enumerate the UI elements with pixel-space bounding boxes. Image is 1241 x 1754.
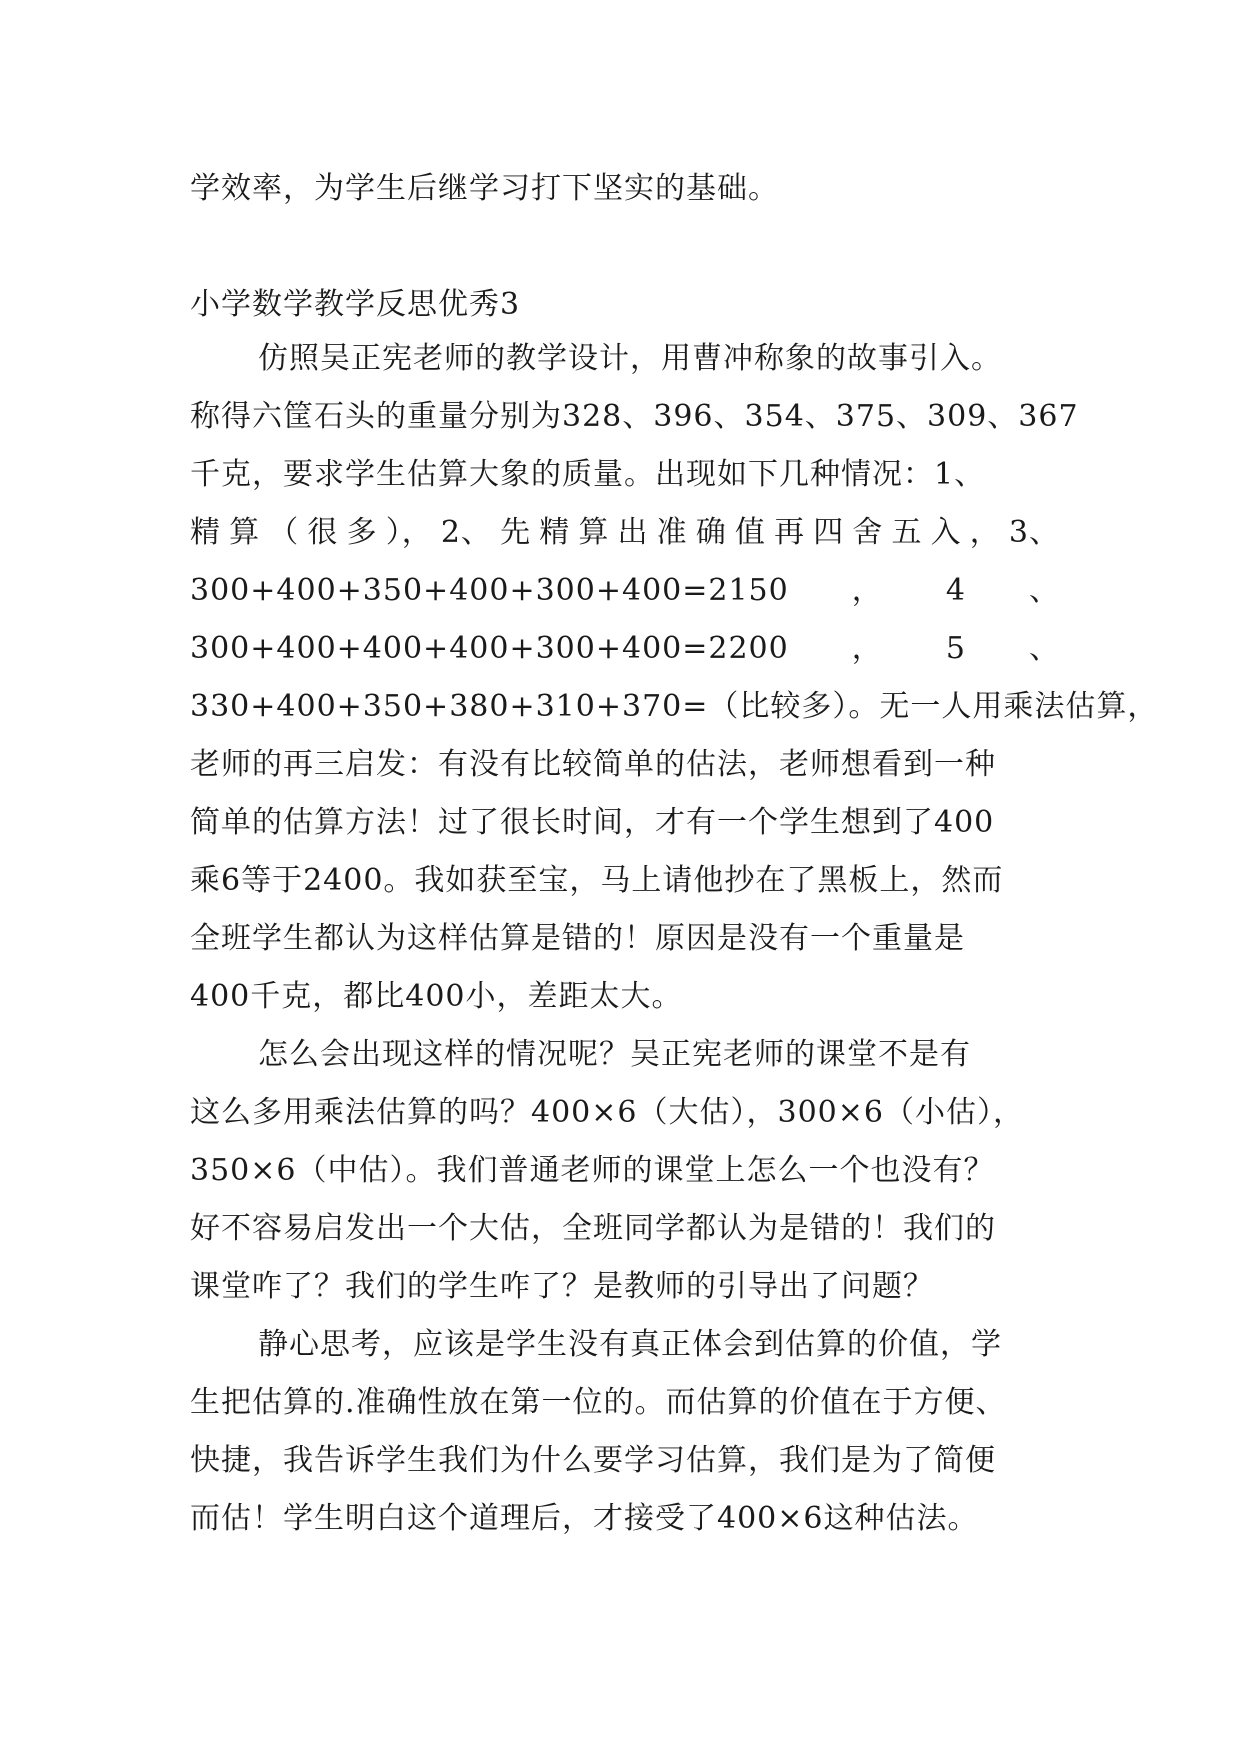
- paragraph-line: 称得六筐石头的重量分别为328、396、354、375、309、367: [190, 399, 1079, 434]
- text-fragment: 300+400+400+400+300+400=2200: [190, 631, 789, 666]
- text-fragment: ，: [969, 515, 1001, 550]
- paragraph-1: [190, 330, 1159, 1026]
- text-fragment: ，: [851, 631, 883, 666]
- paragraph-3: [190, 1316, 1060, 1548]
- text-fragment: ，: [851, 573, 883, 608]
- justified-line: [190, 620, 1060, 678]
- paragraph-line: 简单的估算方法！过了很长时间，才有一个学生想到了400: [190, 805, 995, 840]
- text-fragment: 、: [1028, 573, 1060, 608]
- text-fragment: 精: [190, 515, 221, 550]
- section-heading: [190, 276, 1060, 334]
- text-fragment: ），: [385, 515, 433, 550]
- paragraph-2: [190, 1026, 1060, 1316]
- paragraph-line: 330+400+350+380+310+370=（比较多）。无一人用乘法估算，: [190, 689, 1159, 724]
- text-fragment: 很: [307, 515, 339, 550]
- text-fragment: 五: [891, 515, 923, 550]
- text-fragment: 多: [346, 515, 378, 550]
- text-fragment: 出: [617, 515, 649, 550]
- paragraph-line: 老师的再三启发：有没有比较简单的估法，老师想看到一种: [190, 747, 996, 782]
- heading-text: 小学数学教学反思优秀3: [190, 287, 521, 322]
- paragraph-line: 千克，要求学生估算大象的质量。出现如下几种情况：1、: [190, 457, 986, 492]
- text-fragment: 准: [656, 515, 688, 550]
- paragraph-line: 静心思考，应该是学生没有真正体会到估算的价值，学: [258, 1327, 1002, 1362]
- text-fragment: 、: [1028, 631, 1060, 666]
- text-fragment: 算: [578, 515, 610, 550]
- text-fragment: （: [268, 515, 300, 550]
- paragraph-line: 生把估算的.准确性放在第一位的。而估算的价值在于方便、: [190, 1385, 1007, 1420]
- continuation-line: [190, 160, 1060, 218]
- text-fragment: 四: [813, 515, 845, 550]
- text-fragment: 2、: [440, 515, 492, 550]
- paragraph-line: 课堂咋了？我们的学生咋了？是教师的引导出了问题？: [190, 1269, 934, 1304]
- justified-line: [190, 504, 1060, 562]
- paragraph-line: 全班学生都认为这样估算是错的！原因是没有一个重量是: [190, 921, 965, 956]
- text-fragment: 再: [774, 515, 806, 550]
- text-fragment: 5: [945, 631, 966, 666]
- text-fragment: 300+400+350+400+300+400=2150: [190, 573, 789, 608]
- text-fragment: 入: [930, 515, 962, 550]
- paragraph-line: 乘6等于2400。我如获至宝，马上请他抄在了黑板上，然而: [190, 863, 1004, 898]
- justified-line: [190, 562, 1060, 620]
- text-fragment: 确: [695, 515, 727, 550]
- paragraph-line: 快捷，我告诉学生我们为什么要学习估算，我们是为了简便: [190, 1443, 996, 1478]
- paragraph-line: 350×6（中估）。我们普通老师的课堂上怎么一个也没有？: [190, 1153, 995, 1188]
- paragraph-line: 怎么会出现这样的情况呢？吴正宪老师的课堂不是有: [258, 1037, 971, 1072]
- paragraph-line: 仿照吴正宪老师的教学设计，用曹冲称象的故事引入。: [258, 341, 1002, 376]
- text-fragment: 先: [500, 515, 532, 550]
- body-text: [190, 330, 1159, 1548]
- paragraph-line: 而估！学生明白这个道理后，才接受了400×6这种估法。: [190, 1501, 979, 1536]
- paragraph-line: 学效率，为学生后继学习打下坚实的基础。: [190, 171, 779, 206]
- text-fragment: 精: [539, 515, 571, 550]
- text-fragment: 值: [734, 515, 766, 550]
- text-fragment: 舍: [852, 515, 884, 550]
- text-fragment: 算: [229, 515, 261, 550]
- paragraph-line: 好不容易启发出一个大估，全班同学都认为是错的！我们的: [190, 1211, 996, 1246]
- paragraph-line: 400千克，都比400小，差距太大。: [190, 979, 683, 1014]
- paragraph-line: 这么多用乘法估算的吗？400×6（大估），300×6（小估），: [190, 1095, 1024, 1130]
- text-fragment: 3、: [1008, 515, 1060, 550]
- text-fragment: 4: [945, 573, 966, 608]
